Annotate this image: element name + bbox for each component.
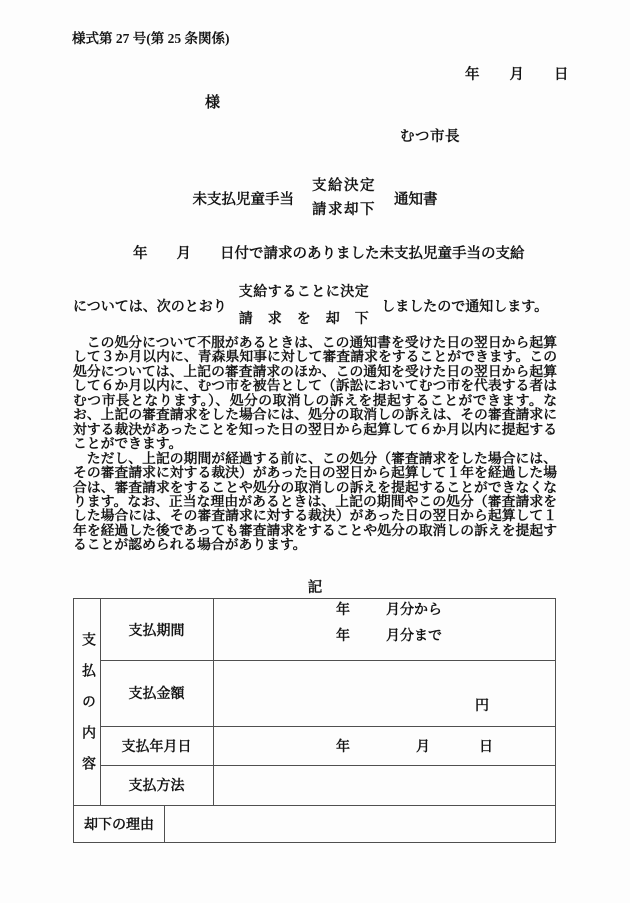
payment-period-to-year-label: 年 [336,629,350,644]
payment-date-day-label: 日 [479,739,493,755]
decision-sentence [73,279,548,333]
title-option-grant: 支給決定 [312,178,376,194]
payment-amount-value-cell [213,660,557,726]
payment-amount-label: 支払金額 [128,687,185,702]
payment-date-month-label: 月 [416,739,430,755]
decision-sentence-right: しましたので通知します。 [381,300,549,315]
payment-details-side-header [74,599,100,805]
title-option-reject: 請求却下 [312,202,376,218]
decision-sentence-left: については、次のとおり [73,300,227,315]
decision-option-grant: 支給することに決定 [238,285,370,300]
payment-period-from-year-label: 年 [336,603,350,618]
issue-date-month-label: 月 [509,67,524,83]
payment-period-label: 支払期間 [128,623,185,639]
decision-options [239,279,370,333]
payment-method-value-cell [213,765,557,805]
request-date-sentence: 年 月 日付で請求のありました未支払児童手当の支給 [133,246,525,262]
issue-date-year-label: 年 [465,67,480,83]
issue-date-line [465,63,569,84]
payment-period-value-cell [213,599,557,660]
payment-period-to-row [213,625,557,645]
payment-details-side-label: 支払の内容 [80,632,95,787]
issue-date-day-label: 日 [554,67,569,83]
document-title-left: 未支払児童手当 [192,191,294,208]
payment-period-to-month-label: 月分まで [386,629,442,644]
rejection-reason-label: 却下の理由 [84,817,154,833]
addressee-honorific: 様 [205,95,221,111]
payment-amount-unit-label: 円 [475,699,489,714]
payment-method-label: 支払方法 [128,779,185,794]
appeal-notice-text [73,336,557,553]
document-title [0,172,630,224]
document-title-right: 通知書 [394,191,438,208]
rejection-reason-value-cell [164,805,557,842]
sender-title: むつ市長 [400,129,460,145]
payment-date-value-cell [213,726,557,765]
payment-details-table [73,598,556,843]
appeal-notice-paragraph-1: この処分について不服があるときは、この通知書を受けた日の翌日から起算して３か月以内に、青森県知事に対して審査請求をすることができます。この処分については、上記の審査請求のほか、この通知を受けた日の翌日から起算して６か月以内に、むつ市を被告として（訴訟においてむつ市を代表する者はむつ市長となります。）、処分の取消しの訴えを提起することができます。なお、上記の審査請求をした場合には、処分の取消しの訴えは、その審査請求に対する裁決があったことを知った日の翌日から起算して６か月以内に提起することができます。 [73,335,557,452]
form-number: 様式第 27 号(第 25 条関係) [72,31,230,46]
decision-option-reject: 請 求 を 却 下 [238,312,370,327]
payment-period-from-month-label: 月分から [386,603,442,618]
appeal-notice-paragraph-2: ただし、上記の期間が経過する前に、この処分（審査請求をした場合には、その審査請求に対する裁決）があった日の翌日から起算して１年を経過した場合は、審査請求をすることや処分の取消しの訴えを提起することができなくなります。なお、正当な理由があるときは、上記の期間やこの処分（審査請求をした場合には、その審査請求に対する裁決）があった日の翌日から起算して１年を経過した後であっても審査請求をすることや処分の取消しの訴えを提起することが認められる場合があります。 [73,450,557,553]
payment-period-from-row [213,599,557,619]
payment-date-label: 支払年月日 [121,739,192,755]
payment-date-year-label: 年 [336,739,350,755]
document-title-options [312,174,376,222]
note-marker: 記 [307,580,323,596]
